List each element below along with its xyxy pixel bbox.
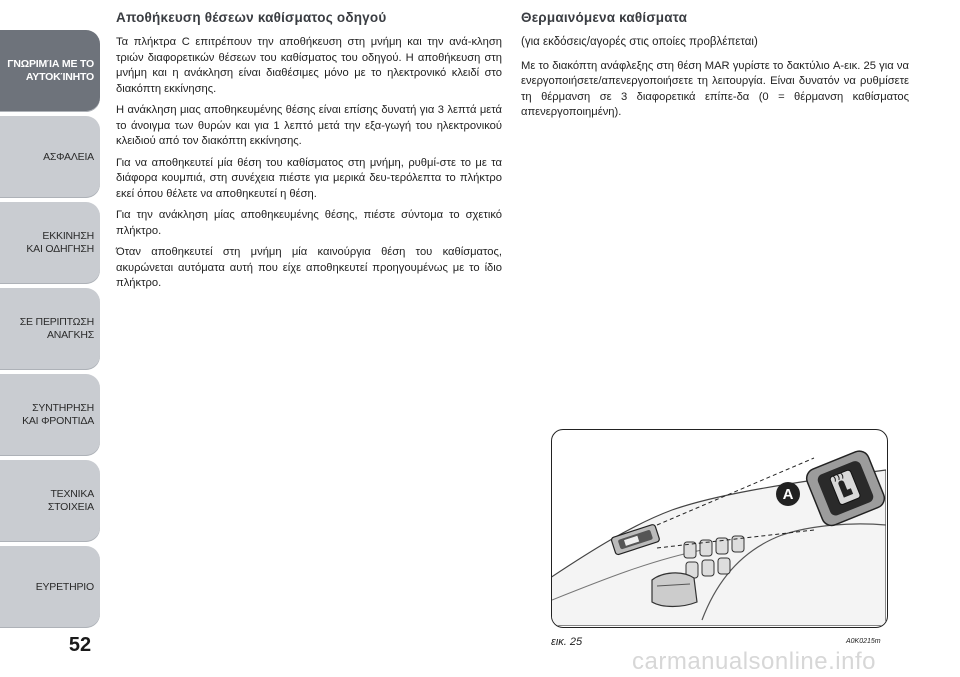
tab-label-line: ΣΕ ΠΕΡΙΠΤΩΣΗ [19,316,94,328]
figure-code: A0K0215m [846,638,881,645]
callout-a-label: A [782,486,794,503]
paragraph: Τα πλήκτρα C επιτρέπουν την αποθήκευση στη μνήμη και την ανά-κληση τριών διαφορετικών θέσεων του καθίσματος του οδηγού. Η αποθήκευση στη μνήμη και η ανάκληση είναι διαθέσιμες μόνο με το ηλεκτρονικό κλειδί στο διακόπτη εκκίνησης. [116,36,502,95]
tab-starting-driving[interactable] [0,202,100,284]
paragraph: Με το διακόπτη ανάφλεξης στη θέση MAR γυρίστε το δακτύλιο A-εικ. 25 για να ενεργοποιήσετε/απενεργοποιήσετε τη λειτουργία. Είναι δυνατόν να ρυθμίσετε τη θέρμανση σε 3 διαφορετικά επίπε-δα (0 = θέρμανση καθίσματος απενεργοποιημένη). [521,59,909,118]
paragraph: Όταν αποθηκευτεί στη μνήμη μία καινούργια θέση του καθίσματος, ακυρώνεται αυτόματα αυτή που είχε αποθηκευτεί προηγουμένως με το ίδιο πλήκτρο. [116,246,502,289]
tab-emergency[interactable] [0,288,100,370]
tab-getting-to-know-car[interactable] [0,30,100,112]
tab-label-line: ΚΑΙ ΦΡΟΝΤΙΔΑ [22,415,94,427]
tab-label-line: ΚΑΙ ΟΔΗΓΗΣΗ [26,243,94,255]
paragraph: Για την ανάκληση μίας αποθηκευμένης θέσης, πιέστε σύντομα το σχετικό πλήκτρο. [116,209,502,237]
page-number: 52 [68,634,92,656]
section-title: Θερμαινόμενα καθίσματα [521,10,688,25]
seat-memory-section [116,10,502,298]
tab-label-line: ΓΝΩΡΙΜΊΑ ΜΕ ΤΟ [7,58,94,70]
tab-label-line: ΕΥΡΕΤΗΡΙΟ [35,580,94,593]
seat-switch-illustration [552,430,886,626]
tab-label-line: ΣΤΟΙΧΕΙΑ [47,501,94,513]
tab-label-line: ΕΚΚΙΝΗΣΗ [42,230,94,242]
callout-a-marker [776,482,800,506]
tab-label-line: ΑΥΤΟΚΊΝΗΤΟ [25,71,94,83]
tab-index[interactable] [0,546,100,628]
tab-maintenance[interactable] [0,374,100,456]
section-title: Αποθήκευση θέσεων καθίσματος οδηγού [116,10,387,25]
heated-seats-section [521,10,909,127]
tab-label-line: ΑΝΑΓΚΗΣ [46,329,94,341]
paragraph: Για να αποθηκευτεί μία θέση του καθίσματος στη μνήμη, ρυθμί-στε το με τα διάφορα κουμπιά, στη συνέχεια πιέστε για μερικά δευ-τερόλεπτα το πλήκτρο εκεί όπου θέλετε να αποθηκευτεί η θέση. [116,156,502,200]
tab-label-line: ΑΣΦΑΛΕΙΑ [43,150,94,163]
tab-technical-data[interactable] [0,460,100,542]
tab-label-line: ΤΕΧΝΙΚΑ [50,488,94,500]
section-subtitle: (για εκδόσεις/αγορές στις οποίες προβλέπεται) [521,36,758,48]
tab-safety[interactable] [0,116,100,198]
paragraph: Η ανάκληση μιας αποθηκευμένης θέσης είναι επίσης δυνατή για 3 λεπτά μετά το άνοιγμα των θυρών και για 1 λεπτό μετά την εξα-γωγή του ηλεκτρονικού κλειδιού από τον διακόπτη εκκίνησης. [116,104,502,147]
figure-caption: εικ. 25 [551,636,583,648]
watermark: carmanualsonline.info [632,648,876,675]
figure-heated-seat-switch [551,429,888,628]
chapter-sidebar [0,0,100,677]
tab-label-line: ΣΥΝΤΗΡΗΣΗ [32,402,94,414]
